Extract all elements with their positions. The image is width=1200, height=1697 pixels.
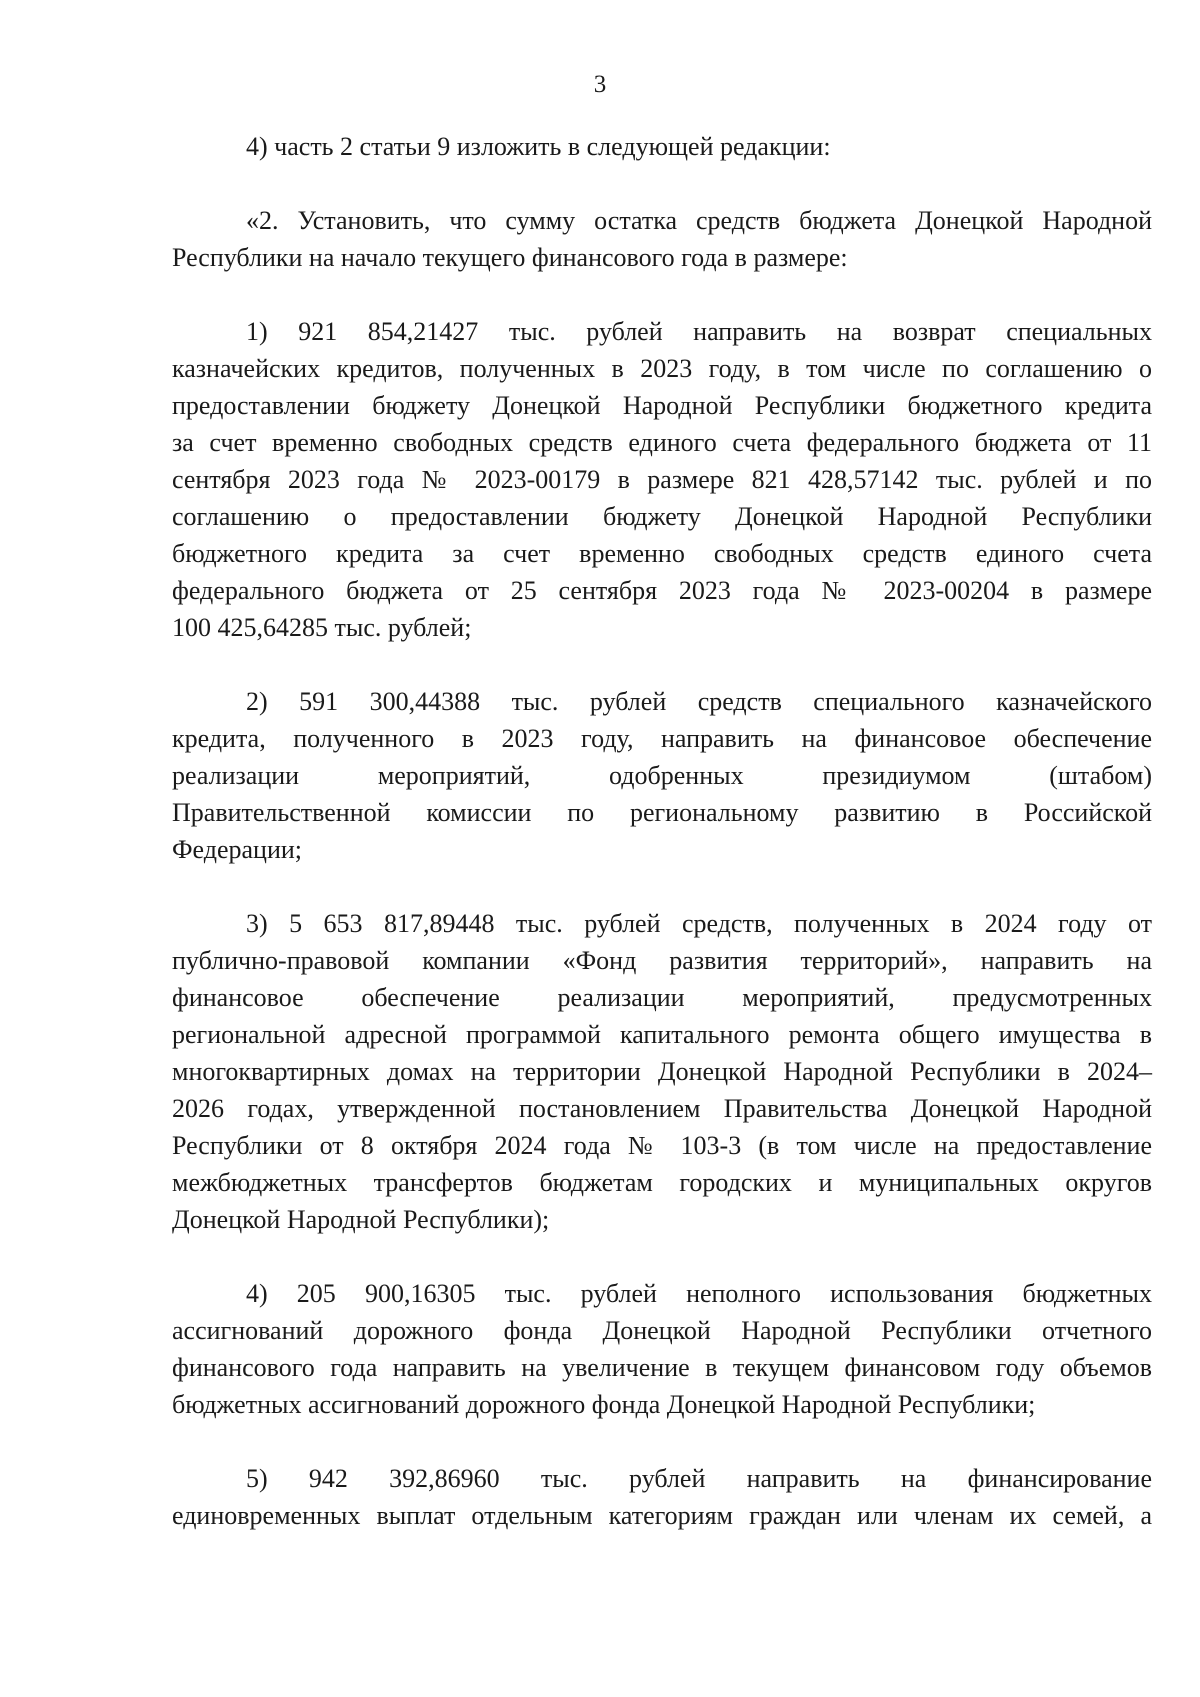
- paragraph-clause-2: [172, 202, 1152, 276]
- text-line: федерального бюджета от 25 сентября 2023 года № 2023-00204 в размере: [172, 576, 1152, 605]
- text-line: 1) 921 854,21427 тыс. рублей направить на возврат специальных: [246, 317, 1152, 346]
- paragraph-item-5: [172, 1460, 1152, 1534]
- text-line: за счет временно свободных средств единого счета федерального бюджета от 11: [172, 428, 1152, 457]
- text-line: ассигнований дорожного фонда Донецкой Народной Республики отчетного: [172, 1316, 1152, 1345]
- text-line: сентября 2023 года № 2023-00179 в размере 821 428,57142 тыс. рублей и по: [172, 465, 1152, 494]
- text-line: Правительственной комиссии по региональному развитию в Российской: [172, 798, 1152, 827]
- amendment-heading: [172, 128, 1152, 165]
- text-line: соглашению о предоставлении бюджету Донецкой Народной Республики: [172, 502, 1152, 531]
- text-line: 5) 942 392,86960 тыс. рублей направить на финансирование: [246, 1464, 1152, 1493]
- text-line: кредита, полученного в 2023 году, направить на финансовое обеспечение: [172, 724, 1152, 753]
- paragraph-item-1: [172, 313, 1152, 646]
- text-line: бюджетного кредита за счет временно свободных средств единого счета: [172, 539, 1152, 568]
- text-line: бюджетных ассигнований дорожного фонда Донецкой Народной Республики;: [172, 1390, 1036, 1419]
- text-line: Федерации;: [172, 835, 303, 864]
- text-line: казначейских кредитов, полученных в 2023 году, в том числе по соглашению о: [172, 354, 1152, 383]
- text-line: 2026 годах, утвержденной постановлением Правительства Донецкой Народной: [172, 1094, 1152, 1123]
- text-line: предоставлении бюджету Донецкой Народной Республики бюджетного кредита: [172, 391, 1152, 420]
- text-line: финансовое обеспечение реализации мероприятий, предусмотренных: [172, 983, 1152, 1012]
- text-line: реализации мероприятий, одобренных президиумом (штабом): [172, 761, 1152, 790]
- document-body: [172, 128, 1152, 1534]
- text-line: региональной адресной программой капитального ремонта общего имущества в: [172, 1020, 1152, 1049]
- text-line: 100 425,64285 тыс. рублей;: [172, 613, 472, 642]
- paragraph-item-2: [172, 683, 1152, 868]
- paragraph-item-4: [172, 1275, 1152, 1423]
- paragraph-item-3: [172, 905, 1152, 1238]
- text-line: 3) 5 653 817,89448 тыс. рублей средств, полученных в 2024 году от: [246, 909, 1152, 938]
- text-line: «2. Установить, что сумму остатка средств бюджета Донецкой Народной: [246, 206, 1152, 235]
- text-line: Республики от 8 октября 2024 года № 103-3 (в том числе на предоставление: [172, 1131, 1152, 1160]
- text-line: публично-правовой компании «Фонд развития территорий», направить на: [172, 946, 1152, 975]
- text-line: единовременных выплат отдельным категориям граждан или членам их семей, а: [172, 1501, 1152, 1530]
- text-line: 4) 205 900,16305 тыс. рублей неполного использования бюджетных: [246, 1279, 1152, 1308]
- text-line: 2) 591 300,44388 тыс. рублей средств специального казначейского: [246, 687, 1152, 716]
- text-line: 4) часть 2 статьи 9 изложить в следующей редакции:: [246, 132, 831, 161]
- page-number: 3: [593, 71, 607, 98]
- text-line: финансового года направить на увеличение в текущем финансовом году объемов: [172, 1353, 1152, 1382]
- text-line: многоквартирных домах на территории Донецкой Народной Республики в 2024–: [172, 1057, 1152, 1086]
- text-line: межбюджетных трансфертов бюджетам городских и муниципальных округов: [172, 1168, 1152, 1197]
- text-line: Донецкой Народной Республики);: [172, 1205, 550, 1234]
- text-line: Республики на начало текущего финансового года в размере:: [172, 243, 848, 272]
